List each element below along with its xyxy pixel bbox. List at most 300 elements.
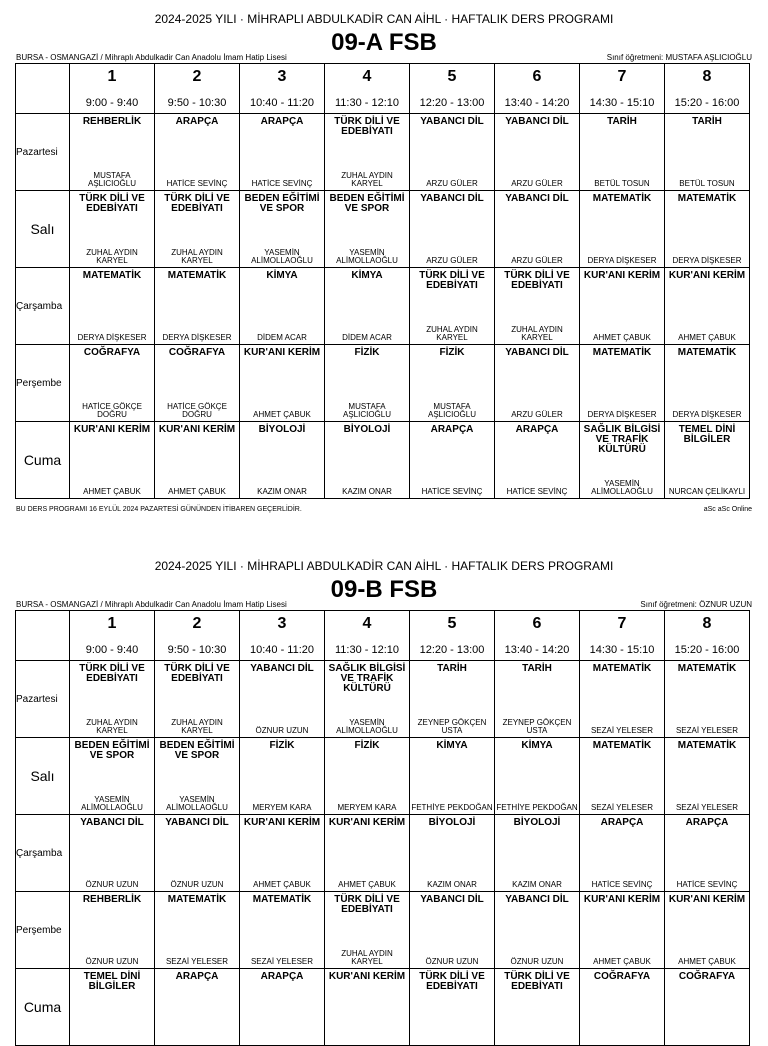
lesson-cell (240, 815, 325, 892)
lesson-subject: MATEMATİK (677, 740, 737, 751)
day-row (16, 422, 750, 499)
period-number: 7 (617, 68, 627, 85)
lesson-subject: KUR'ANI KERİM (328, 817, 406, 828)
lesson-cell (240, 345, 325, 422)
lesson-subject: ARAPÇA (175, 971, 219, 982)
lesson-teacher: NURCAN ÇELİKAYLI (668, 487, 746, 496)
lesson-cell (70, 738, 155, 815)
lesson-teacher: HATİCE GÖKÇE DOĞRU (82, 402, 142, 419)
day-label: Salı (16, 191, 70, 268)
lesson-subject: COĞRAFYA (593, 971, 651, 982)
day-row (16, 815, 750, 892)
class-teacher: Sınıf öğretmeni: MUSTAFA AŞLICIOĞLU (606, 53, 752, 62)
lesson-cell (70, 191, 155, 268)
period-time: 13:40 - 14:20 (504, 644, 570, 656)
period-time: 10:40 - 11:20 (249, 644, 314, 656)
lesson-subject: ARAPÇA (430, 424, 474, 435)
period-header (240, 611, 325, 661)
day-label: Perşembe (16, 892, 70, 969)
lesson-cell (580, 892, 665, 969)
lesson-cell (495, 815, 580, 892)
lesson-subject: TÜRK DİLİ VE EDEBİYATI (419, 971, 485, 992)
day-row (16, 191, 750, 268)
lesson-subject: TÜRK DİLİ VE EDEBİYATI (334, 894, 400, 915)
lesson-teacher: DERYA DİŞKESER (77, 333, 147, 342)
lesson-teacher: HATİCE GÖKÇE DOĞRU (167, 402, 227, 419)
lesson-subject: REHBERLİK (82, 894, 142, 905)
lesson-subject: MATEMATİK (252, 894, 312, 905)
lesson-cell (70, 114, 155, 191)
lesson-subject: TÜRK DİLİ VE EDEBİYATI (419, 270, 485, 291)
corner-cell (16, 64, 70, 114)
lesson-subject: ARAPÇA (515, 424, 559, 435)
lesson-teacher: DİDEM ACAR (342, 333, 392, 342)
lesson-teacher: KAZIM ONAR (512, 880, 562, 889)
lesson-teacher: YASEMİN ALİMOLLAOĞLU (591, 479, 653, 496)
lesson-teacher: ZUHAL AYDIN KARYEL (171, 718, 223, 735)
lesson-teacher: DERYA DİŞKESER (587, 410, 657, 419)
lesson-cell (580, 191, 665, 268)
lesson-cell (325, 738, 410, 815)
lesson-cell (325, 661, 410, 738)
lesson-subject: KİMYA (521, 740, 553, 751)
school-name: BURSA - OSMANGAZİ / Mihraplı Abdulkadir Can Anadolu İmam Hatip Lisesi (16, 600, 287, 609)
lesson-cell (155, 345, 240, 422)
lesson-teacher: KAZIM ONAR (427, 880, 477, 889)
period-header (155, 611, 240, 661)
lesson-subject: YABANCI DİL (80, 817, 144, 828)
footer-note: BU DERS PROGRAMI 16 EYLÜL 2024 PAZARTESİ GÜNÜNDEN İTİBAREN GEÇERLİDİR. (16, 506, 302, 513)
lesson-teacher: ZUHAL AYDIN KARYEL (426, 325, 478, 342)
period-header (155, 64, 240, 114)
lesson-subject: TÜRK DİLİ VE EDEBİYATI (79, 663, 145, 684)
lesson-cell (155, 815, 240, 892)
lesson-cell (410, 422, 495, 499)
lesson-teacher: SEZAİ YELESER (250, 957, 314, 966)
lesson-cell (410, 191, 495, 268)
lesson-teacher: MUSTAFA AŞLICIOĞLU (87, 171, 136, 188)
period-number: 5 (447, 615, 457, 632)
lesson-subject: TEMEL DİNİ BİLGİLER (83, 971, 141, 992)
lesson-cell (580, 661, 665, 738)
lesson-subject: TARİH (692, 116, 722, 127)
lesson-cell (665, 345, 750, 422)
period-time: 13:40 - 14:20 (504, 97, 570, 109)
lesson-teacher: BETÜL TOSUN (679, 179, 735, 188)
lesson-teacher: ÖZNUR UZUN (85, 957, 139, 966)
lesson-cell (580, 268, 665, 345)
lesson-subject: SAĞLIK BİLGİSİ VE TRAFİK KÜLTÜRÜ (583, 424, 661, 455)
lesson-cell (580, 738, 665, 815)
lesson-teacher: AHMET ÇABUK (678, 957, 736, 966)
lesson-subject: MATEMATİK (592, 740, 652, 751)
lesson-teacher: AHMET ÇABUK (168, 487, 226, 496)
lesson-teacher: AHMET ÇABUK (253, 880, 311, 889)
day-row (16, 661, 750, 738)
period-header (70, 611, 155, 661)
lesson-cell (495, 422, 580, 499)
lesson-subject: KUR'ANI KERİM (158, 424, 236, 435)
lesson-cell (155, 892, 240, 969)
day-label: Salı (16, 738, 70, 815)
school-name: BURSA - OSMANGAZİ / Mihraplı Abdulkadir Can Anadolu İmam Hatip Lisesi (16, 53, 287, 62)
lesson-subject: KİMYA (266, 270, 298, 281)
lesson-teacher: DERYA DİŞKESER (162, 333, 232, 342)
lesson-teacher: HATİCE SEVİNÇ (676, 880, 738, 889)
period-number: 2 (192, 615, 202, 632)
period-header (665, 611, 750, 661)
lesson-teacher: ZUHAL AYDIN KARYEL (511, 325, 563, 342)
timetable (15, 63, 750, 499)
lesson-cell (665, 422, 750, 499)
lesson-cell (70, 661, 155, 738)
period-time: 14:30 - 15:10 (589, 644, 655, 656)
lesson-subject: BEDEN EĞİTİMİ VE SPOR (74, 740, 150, 761)
period-number: 8 (702, 68, 712, 85)
day-label: Perşembe (16, 345, 70, 422)
lesson-teacher: ÖZNUR UZUN (510, 957, 564, 966)
lesson-subject: YABANCI DİL (420, 894, 484, 905)
lesson-subject: BEDEN EĞİTİMİ VE SPOR (329, 193, 405, 214)
day-label: Pazartesi (16, 661, 70, 738)
lesson-teacher: MERYEM KARA (252, 803, 312, 812)
lesson-subject: MATEMATİK (592, 193, 652, 204)
lesson-teacher: MUSTAFA AŞLICIOĞLU (342, 402, 391, 419)
lesson-cell (325, 345, 410, 422)
lesson-subject: BİYOLOJİ (513, 817, 561, 828)
lesson-subject: TÜRK DİLİ VE EDEBİYATI (164, 663, 230, 684)
lesson-cell (665, 815, 750, 892)
lesson-subject: BİYOLOJİ (343, 424, 391, 435)
lesson-cell (410, 661, 495, 738)
day-row (16, 114, 750, 191)
lesson-cell (580, 345, 665, 422)
lesson-teacher: ZEYNEP GÖKÇEN USTA (502, 718, 572, 735)
period-time: 10:40 - 11:20 (249, 97, 314, 109)
lesson-subject: TARİH (607, 116, 637, 127)
lesson-cell (495, 738, 580, 815)
day-label: Çarşamba (16, 815, 70, 892)
lesson-subject: MATEMATİK (592, 347, 652, 358)
footer-brand: aSc aSc Online (703, 506, 752, 513)
class-teacher: Sınıf öğretmeni: ÖZNUR UZUN (640, 600, 752, 609)
lesson-subject: MATEMATİK (677, 347, 737, 358)
program-title: 2024-2025 YILI · MİHRAPLI ABDULKADİR CAN AİHL · HAFTALIK DERS PROGRAMI (154, 12, 614, 26)
day-label: Cuma (16, 422, 70, 499)
lesson-teacher: SEZAİ YELESER (675, 803, 739, 812)
lesson-cell (665, 114, 750, 191)
lesson-cell (155, 422, 240, 499)
lesson-teacher: HATİCE SEVİNÇ (506, 487, 568, 496)
lesson-subject: MATEMATİK (167, 894, 227, 905)
lesson-cell (665, 191, 750, 268)
lesson-teacher: ÖZNUR UZUN (170, 880, 224, 889)
lesson-cell (240, 114, 325, 191)
lesson-subject: TÜRK DİLİ VE EDEBİYATI (334, 116, 400, 137)
lesson-teacher: AHMET ÇABUK (338, 880, 396, 889)
lesson-cell (410, 268, 495, 345)
lesson-teacher: KAZIM ONAR (342, 487, 392, 496)
period-time: 11:30 - 12:10 (334, 97, 399, 109)
lesson-cell (410, 969, 495, 1046)
lesson-subject: ARAPÇA (260, 116, 304, 127)
lesson-subject: YABANCI DİL (420, 116, 484, 127)
lesson-subject: YABANCI DİL (505, 894, 569, 905)
lesson-teacher: BETÜL TOSUN (594, 179, 650, 188)
lesson-cell (325, 969, 410, 1046)
period-number: 5 (447, 68, 457, 85)
lesson-subject: KUR'ANI KERİM (73, 424, 151, 435)
lesson-teacher: YASEMİN ALİMOLLAOĞLU (336, 718, 398, 735)
lesson-subject: KUR'ANI KERİM (243, 817, 321, 828)
lesson-teacher: ARZU GÜLER (511, 256, 563, 265)
lesson-teacher: DERYA DİŞKESER (587, 256, 657, 265)
lesson-subject: YABANCI DİL (505, 193, 569, 204)
lesson-cell (325, 422, 410, 499)
lesson-subject: KUR'ANI KERİM (668, 894, 746, 905)
lesson-cell (70, 892, 155, 969)
lesson-subject: BİYOLOJİ (428, 817, 476, 828)
lesson-cell (240, 661, 325, 738)
lesson-subject: ARAPÇA (260, 971, 304, 982)
lesson-subject: SAĞLIK BİLGİSİ VE TRAFİK KÜLTÜRÜ (328, 663, 406, 694)
lesson-cell (155, 661, 240, 738)
lesson-cell (155, 268, 240, 345)
lesson-cell (580, 422, 665, 499)
period-header (240, 64, 325, 114)
period-number: 1 (107, 68, 117, 85)
timetable (15, 610, 750, 1046)
class-title: 09-A FSB (331, 29, 437, 56)
lesson-teacher: SEZAİ YELESER (590, 726, 654, 735)
period-header (495, 64, 580, 114)
lesson-subject: FİZİK (439, 347, 465, 358)
header-row (16, 64, 750, 114)
lesson-cell (70, 969, 155, 1046)
period-time: 15:20 - 16:00 (674, 97, 740, 109)
day-label: Çarşamba (16, 268, 70, 345)
lesson-cell (665, 969, 750, 1046)
lesson-cell (325, 815, 410, 892)
program-title: 2024-2025 YILI · MİHRAPLI ABDULKADİR CAN AİHL · HAFTALIK DERS PROGRAMI (154, 559, 614, 573)
lesson-subject: COĞRAFYA (168, 347, 226, 358)
day-row (16, 969, 750, 1046)
lesson-teacher: HATİCE SEVİNÇ (421, 487, 483, 496)
lesson-subject: BEDEN EĞİTİMİ VE SPOR (159, 740, 235, 761)
lesson-subject: FİZİK (269, 740, 295, 751)
lesson-teacher: ÖZNUR UZUN (255, 726, 309, 735)
lesson-subject: ARAPÇA (685, 817, 729, 828)
lesson-cell (325, 892, 410, 969)
lesson-teacher: MERYEM KARA (337, 803, 397, 812)
lesson-subject: YABANCI DİL (505, 116, 569, 127)
lesson-cell (155, 114, 240, 191)
lesson-cell (495, 191, 580, 268)
lesson-teacher: DİDEM ACAR (257, 333, 307, 342)
period-number: 2 (192, 68, 202, 85)
period-time: 9:00 - 9:40 (85, 97, 139, 109)
lesson-teacher: SEZAİ YELESER (590, 803, 654, 812)
lesson-subject: TEMEL DİNİ BİLGİLER (678, 424, 736, 445)
lesson-cell (580, 969, 665, 1046)
lesson-cell (410, 114, 495, 191)
lesson-subject: MATEMATİK (167, 270, 227, 281)
day-row (16, 892, 750, 969)
lesson-subject: REHBERLİK (82, 116, 142, 127)
lesson-subject: BİYOLOJİ (258, 424, 306, 435)
lesson-subject: TARİH (437, 663, 467, 674)
lesson-subject: KİMYA (351, 270, 383, 281)
lesson-teacher: AHMET ÇABUK (593, 957, 651, 966)
lesson-subject: YABANCI DİL (250, 663, 314, 674)
lesson-teacher: ARZU GÜLER (511, 179, 563, 188)
lesson-cell (70, 815, 155, 892)
lesson-subject: COĞRAFYA (678, 971, 736, 982)
lesson-cell (155, 969, 240, 1046)
period-header (410, 611, 495, 661)
lesson-subject: FİZİK (354, 347, 380, 358)
period-time: 9:00 - 9:40 (85, 644, 139, 656)
lesson-teacher: AHMET ÇABUK (678, 333, 736, 342)
lesson-subject: KUR'ANI KERİM (668, 270, 746, 281)
lesson-teacher: ZEYNEP GÖKÇEN USTA (417, 718, 487, 735)
period-number: 3 (277, 68, 287, 85)
lesson-cell (240, 268, 325, 345)
lesson-teacher: DERYA DİŞKESER (672, 410, 742, 419)
lesson-teacher: HATİCE SEVİNÇ (591, 880, 653, 889)
lesson-teacher: YASEMİN ALİMOLLAOĞLU (166, 795, 228, 812)
period-header (325, 64, 410, 114)
period-number: 6 (532, 615, 542, 632)
corner-cell (16, 611, 70, 661)
period-header (665, 64, 750, 114)
lesson-cell (665, 738, 750, 815)
lesson-teacher: YASEMİN ALİMOLLAOĞLU (336, 248, 398, 265)
lesson-subject: MATEMATİK (82, 270, 142, 281)
lesson-cell (495, 345, 580, 422)
period-number: 4 (362, 68, 372, 85)
lesson-subject: TÜRK DİLİ VE EDEBİYATI (79, 193, 145, 214)
lesson-cell (665, 661, 750, 738)
lesson-cell (70, 268, 155, 345)
lesson-cell (240, 892, 325, 969)
lesson-cell (325, 268, 410, 345)
lesson-teacher: ÖZNUR UZUN (85, 880, 139, 889)
lesson-teacher: DERYA DİŞKESER (672, 256, 742, 265)
day-row (16, 268, 750, 345)
lesson-cell (410, 738, 495, 815)
lesson-cell (580, 815, 665, 892)
lesson-teacher: HATİCE SEVİNÇ (166, 179, 228, 188)
lesson-cell (580, 114, 665, 191)
period-time: 14:30 - 15:10 (589, 97, 655, 109)
lesson-teacher: YASEMİN ALİMOLLAOĞLU (81, 795, 143, 812)
lesson-cell (410, 892, 495, 969)
lesson-teacher: ZUHAL AYDIN KARYEL (86, 718, 138, 735)
lesson-cell (240, 738, 325, 815)
lesson-teacher: ARZU GÜLER (511, 410, 563, 419)
class-title: 09-B FSB (330, 576, 438, 603)
lesson-teacher: FETHİYE PEKDOĞAN (496, 803, 578, 812)
lesson-cell (155, 191, 240, 268)
lesson-teacher: YASEMİN ALİMOLLAOĞLU (251, 248, 313, 265)
lesson-teacher: ZUHAL AYDIN KARYEL (86, 248, 138, 265)
lesson-cell (410, 345, 495, 422)
lesson-subject: MATEMATİK (592, 663, 652, 674)
lesson-cell (495, 661, 580, 738)
day-row (16, 345, 750, 422)
header-row (16, 611, 750, 661)
lesson-cell (495, 114, 580, 191)
lesson-teacher: AHMET ÇABUK (253, 410, 311, 419)
period-time: 12:20 - 13:00 (419, 97, 485, 109)
lesson-teacher: ARZU GÜLER (426, 256, 478, 265)
lesson-subject: YABANCI DİL (165, 817, 229, 828)
lesson-subject: TÜRK DİLİ VE EDEBİYATI (504, 270, 570, 291)
lesson-subject: MATEMATİK (677, 193, 737, 204)
lesson-subject: KUR'ANI KERİM (328, 971, 406, 982)
lesson-cell (155, 738, 240, 815)
period-time: 15:20 - 16:00 (674, 644, 740, 656)
lesson-teacher: ZUHAL AYDIN KARYEL (171, 248, 223, 265)
lesson-teacher: SEZAİ YELESER (675, 726, 739, 735)
period-number: 4 (362, 615, 372, 632)
lesson-teacher: ZUHAL AYDIN KARYEL (341, 171, 393, 188)
lesson-subject: ARAPÇA (600, 817, 644, 828)
lesson-cell (325, 114, 410, 191)
lesson-cell (240, 969, 325, 1046)
period-header (410, 64, 495, 114)
lesson-cell (495, 268, 580, 345)
period-header (495, 611, 580, 661)
lesson-cell (495, 892, 580, 969)
lesson-subject: BEDEN EĞİTİMİ VE SPOR (244, 193, 320, 214)
lesson-teacher: KAZIM ONAR (257, 487, 307, 496)
lesson-teacher: ZUHAL AYDIN KARYEL (341, 949, 393, 966)
period-time: 9:50 - 10:30 (167, 97, 227, 109)
period-number: 8 (702, 615, 712, 632)
day-label: Pazartesi (16, 114, 70, 191)
lesson-subject: TÜRK DİLİ VE EDEBİYATI (164, 193, 230, 214)
lesson-teacher: HATİCE SEVİNÇ (251, 179, 313, 188)
lesson-cell (70, 422, 155, 499)
lesson-subject: KUR'ANI KERİM (243, 347, 321, 358)
period-header (580, 611, 665, 661)
lesson-subject: KUR'ANI KERİM (583, 894, 661, 905)
lesson-subject: TÜRK DİLİ VE EDEBİYATI (504, 971, 570, 992)
lesson-cell (240, 191, 325, 268)
lesson-subject: FİZİK (354, 740, 380, 751)
lesson-subject: KUR'ANI KERİM (583, 270, 661, 281)
lesson-subject: MATEMATİK (677, 663, 737, 674)
lesson-cell (70, 345, 155, 422)
lesson-teacher: ÖZNUR UZUN (425, 957, 479, 966)
day-label: Cuma (16, 969, 70, 1046)
period-number: 3 (277, 615, 287, 632)
lesson-subject: TARİH (522, 663, 552, 674)
lesson-cell (240, 422, 325, 499)
lesson-teacher: FETHİYE PEKDOĞAN (411, 803, 493, 812)
period-header (325, 611, 410, 661)
period-number: 6 (532, 68, 542, 85)
lesson-teacher: AHMET ÇABUK (593, 333, 651, 342)
lesson-subject: YABANCI DİL (505, 347, 569, 358)
lesson-teacher: ARZU GÜLER (426, 179, 478, 188)
lesson-cell (495, 969, 580, 1046)
lesson-subject: KİMYA (436, 740, 468, 751)
period-header (70, 64, 155, 114)
period-time: 12:20 - 13:00 (419, 644, 485, 656)
